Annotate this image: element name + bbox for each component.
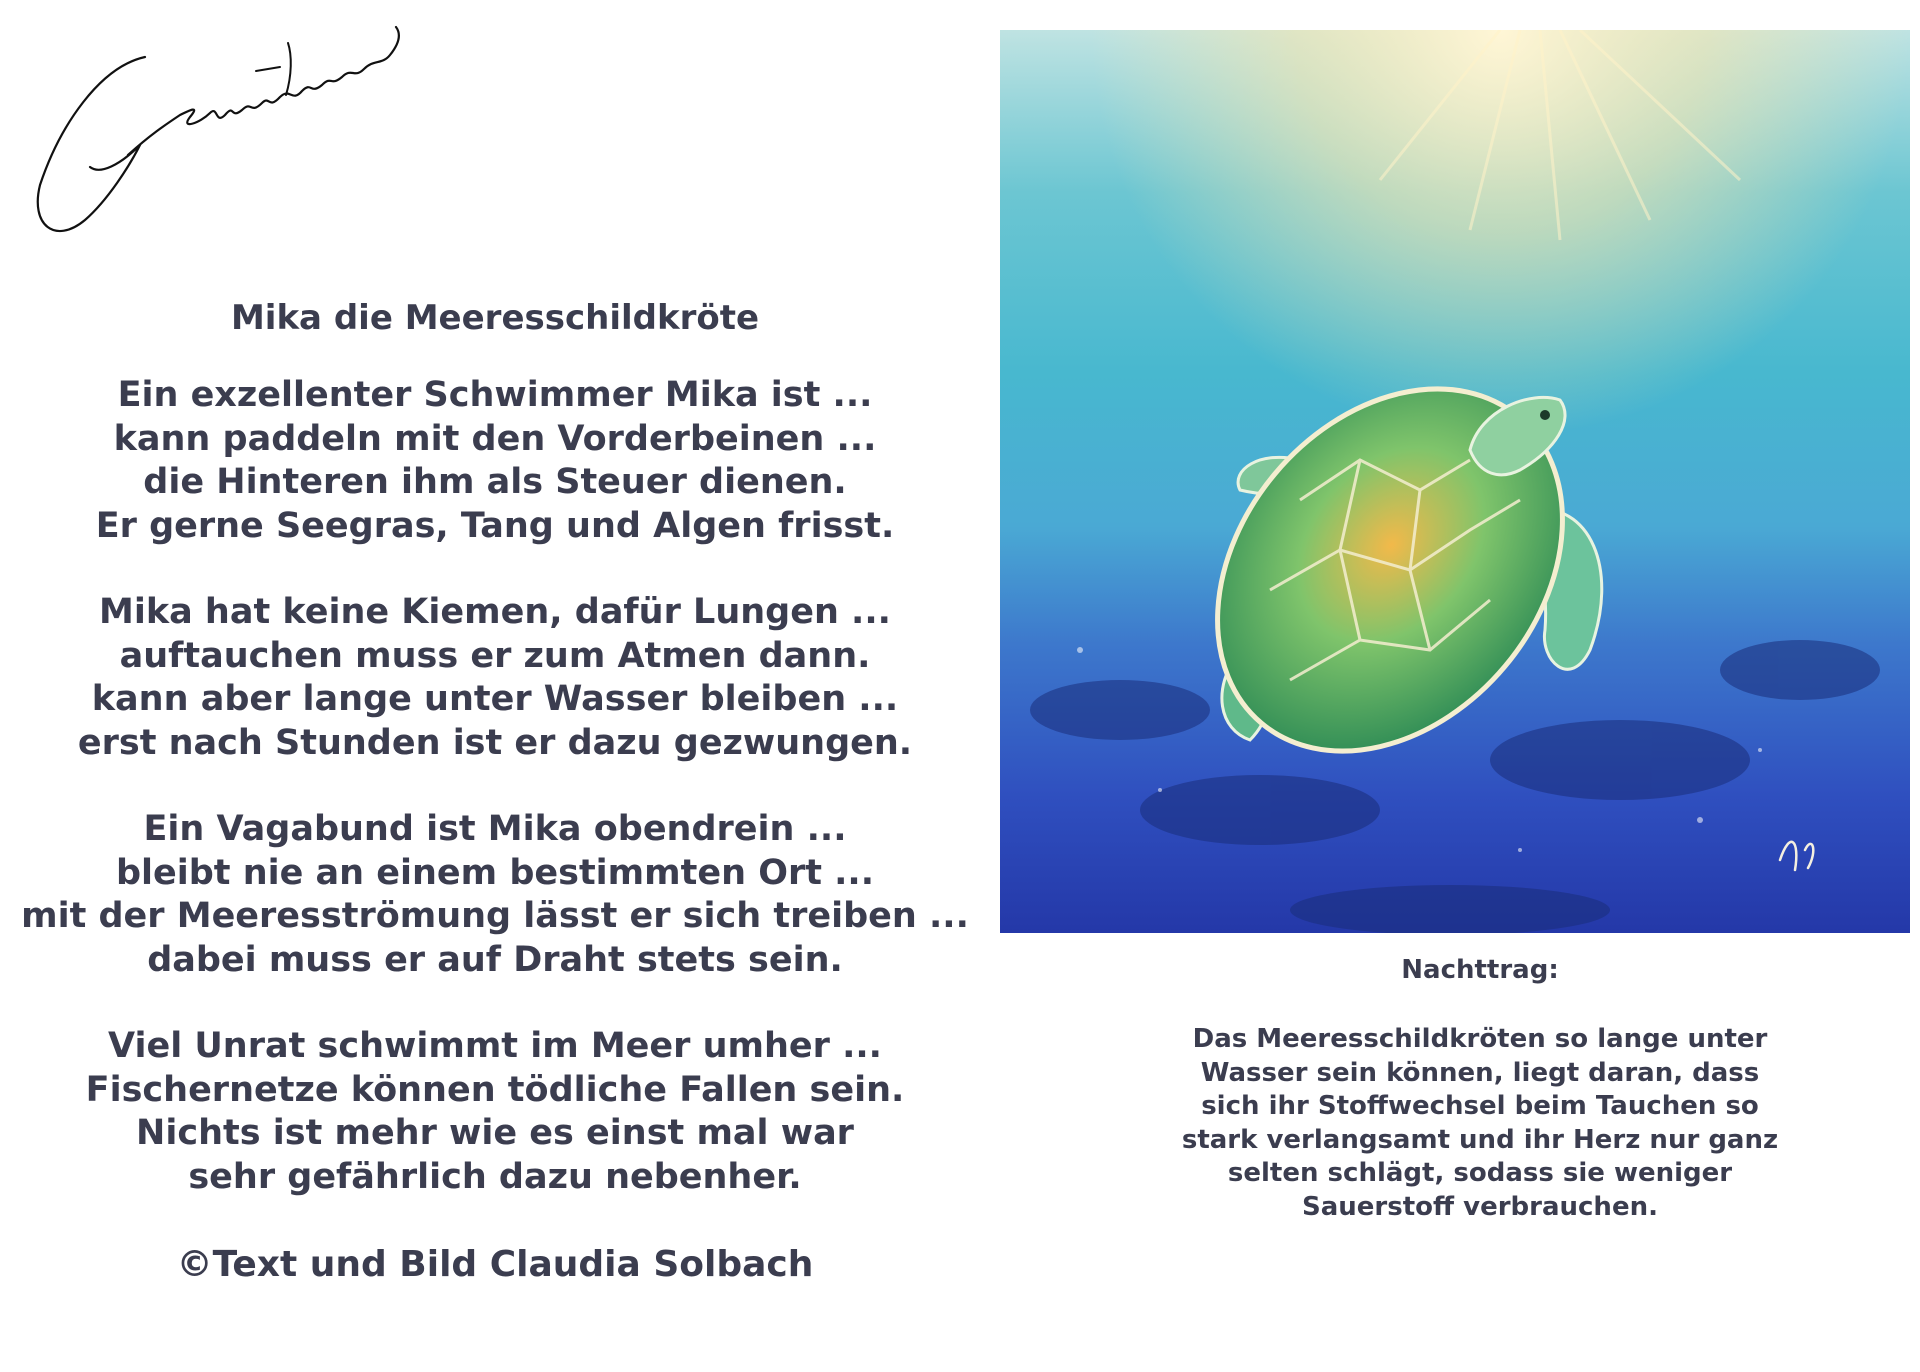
poem-line: Er gerne Seegras, Tang und Algen frisst.	[95, 505, 895, 546]
poem-line: Mika hat keine Kiemen, dafür Lungen ...	[99, 592, 891, 632]
poem-line: kann paddeln mit den Vorderbeinen ...	[113, 418, 877, 459]
note-heading: Nachttrag:	[1401, 955, 1559, 985]
copyright: ©Text und Bild Claudia Solbach	[176, 1244, 814, 1285]
poem-title: Mika die Meeresschildkröte	[230, 298, 760, 338]
poem-line: sehr gefährlich dazu nebenher.	[188, 1156, 802, 1197]
poem-line: bleibt nie an einem bestimmten Ort ...	[115, 852, 875, 893]
poem-line: Nichts ist mehr wie es einst mal war	[136, 1113, 854, 1153]
poem-line: auftauchen muss er zum Atmen dann.	[119, 635, 871, 676]
poem-line: Fischernetze können tödliche Fallen sein.	[85, 1069, 905, 1110]
note-line: Wasser sein können, liegt daran, dass	[1200, 1057, 1760, 1088]
poem-line: erst nach Stunden ist er dazu gezwungen.	[77, 722, 913, 763]
gedichtezauber-logo	[30, 15, 430, 255]
poem-line: dabei muss er auf Draht stets sein.	[147, 939, 843, 980]
poem	[0, 292, 990, 1288]
poem-line: mit der Meeresströmung lässt er sich treiben ...	[21, 896, 969, 936]
stanza-1	[0, 374, 990, 548]
poem-line: Viel Unrat schwimmt im Meer umher ...	[108, 1026, 882, 1066]
poem-line: Ein exzellenter Schwimmer Mika ist ...	[117, 375, 873, 415]
turtle-painting	[1000, 30, 1910, 933]
note-line: sich ihr Stoffwechsel beim Tauchen so	[1201, 1091, 1759, 1121]
note	[1105, 953, 1855, 1224]
stanza-2	[0, 591, 990, 765]
note-line: stark verlangsamt und ihr Herz nur ganz	[1181, 1124, 1779, 1155]
poem-line: die Hinteren ihm als Steuer dienen.	[143, 462, 847, 502]
note-line: Das Meeresschildkröten so lange unter	[1192, 1024, 1768, 1054]
note-line: Sauerstoff verbrauchen.	[1302, 1191, 1658, 1222]
poem-line: Ein Vagabund ist Mika obendrein ...	[143, 809, 847, 849]
poem-line: kann aber lange unter Wasser bleiben ...	[91, 679, 899, 719]
stanza-4	[0, 1025, 990, 1199]
stanza-3	[0, 808, 990, 982]
note-line: selten schlägt, sodass sie weniger	[1227, 1158, 1733, 1188]
